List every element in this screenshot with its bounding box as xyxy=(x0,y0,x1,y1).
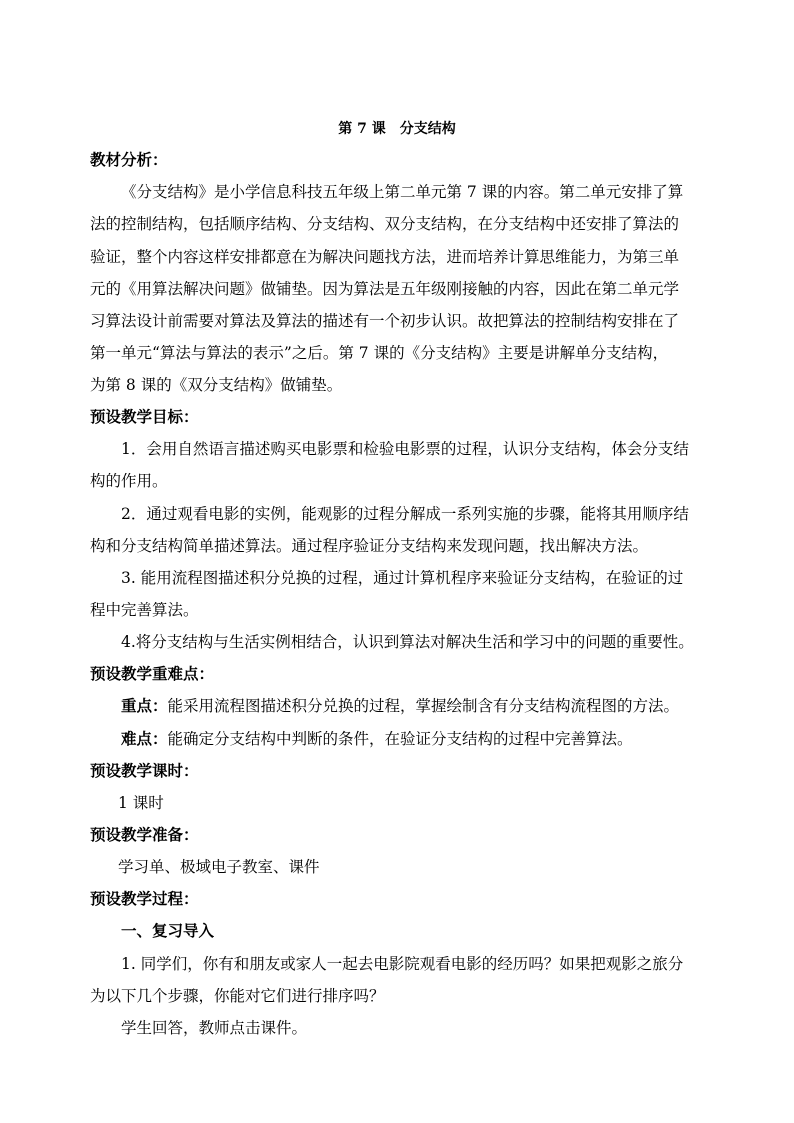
process-subheading: 一、复习导入 xyxy=(121,921,215,940)
goal-line: 3. 能用流程图描述积分兑换的过程，通过计算机程序来验证分支结构，在验证的过 xyxy=(121,569,684,587)
hours-heading: 预设教学课时： xyxy=(90,761,199,780)
goal-line: 程中完善算法。 xyxy=(90,601,199,619)
analysis-line: 第一单元“算法与算法的表示”之后。第 7 课的《分支结构》主要是讲解单分支结构， xyxy=(90,344,669,362)
difficulty-heading: 预设教学重难点： xyxy=(90,664,215,683)
goal-line: 4.将分支结构与生活实例相结合，认识到算法对解决生活和学习中的问题的重要性。 xyxy=(121,633,694,651)
prep-text: 学习单、极域电子教室、课件 xyxy=(118,858,320,876)
analysis-line: 元的《用算法解决问题》做铺垫。因为算法是五年级刚接触的内容，因此在第二单元学 xyxy=(90,280,680,298)
key-point-label: 重点： xyxy=(121,696,168,715)
hard-point-text: 能确定分支结构中判断的条件，在验证分支结构的过程中完善算法。 xyxy=(167,730,633,748)
goals-heading: 预设教学目标： xyxy=(90,407,199,426)
process-line: 为以下几个步骤，你能对它们进行排序吗？ xyxy=(90,987,385,1005)
goal-line: 1．会用自然语言描述购买电影票和检验电影票的过程，认识分支结构，体会分支结 xyxy=(121,440,689,458)
goal-line: 构和分支结构简单描述算法。通过程序验证分支结构来发现问题，找出解决方法。 xyxy=(90,537,649,555)
goal-line: 2．通过观看电影的实例，能观影的过程分解成一系列实施的步骤，能将其用顺序结 xyxy=(121,505,689,523)
analysis-line: 法的控制结构，包括顺序结构、分支结构、双分支结构，在分支结构中还安排了算法的 xyxy=(90,215,680,233)
goal-line: 构的作用。 xyxy=(90,472,168,490)
analysis-line: 《分支结构》是小学信息科技五年级上第二单元第 7 课的内容。第二单元安排了算 xyxy=(121,183,684,201)
process-heading: 预设教学过程： xyxy=(90,889,199,908)
analysis-heading: 教材分析： xyxy=(90,150,168,169)
analysis-line: 习算法设计前需要对算法及算法的描述有一个初步认识。故把算法的控制结构安排在了 xyxy=(90,312,680,330)
hard-point xyxy=(121,728,721,750)
process-line: 1. 同学们，你有和朋友或家人一起去电影院观看电影的经历吗？如果把观影之旅分 xyxy=(121,955,684,973)
hours-text: 1 课时 xyxy=(118,794,164,812)
analysis-line: 为第 8 课的《双分支结构》做铺垫。 xyxy=(90,376,343,394)
key-point-text: 能采用流程图描述积分兑换的过程，掌握绘制含有分支结构流程图的方法。 xyxy=(167,697,680,715)
hard-point-label: 难点： xyxy=(121,729,168,748)
prep-heading: 预设教学准备： xyxy=(90,825,199,844)
key-point xyxy=(121,695,721,717)
analysis-line: 验证，整个内容这样安排都意在为解决问题找方法，进而培养计算思维能力，为第三单 xyxy=(90,248,680,266)
lesson-title: 第 7 课 分支结构 xyxy=(338,121,456,137)
process-line: 学生回答，教师点击课件。 xyxy=(121,1019,308,1037)
